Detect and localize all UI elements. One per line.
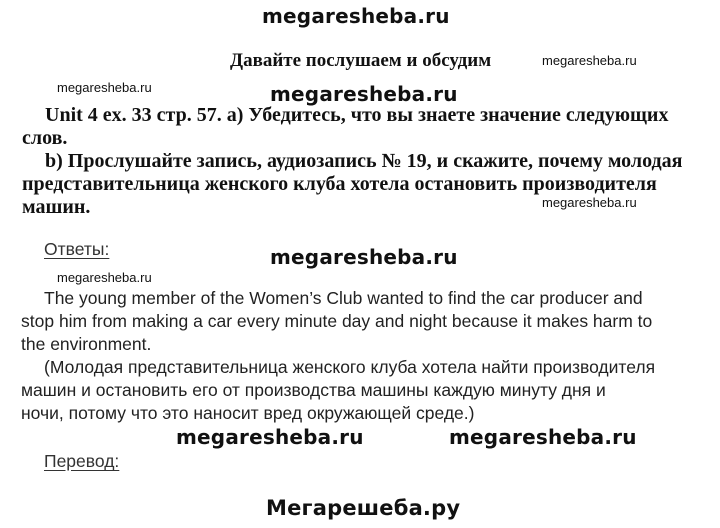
watermark-big: megaresheba.ru (270, 82, 458, 106)
watermark-small: megaresheba.ru (542, 195, 637, 210)
watermark-small: megaresheba.ru (57, 270, 152, 285)
footer-watermark: Мегарешеба.ру (266, 496, 461, 520)
answer-line: машин и остановить его от производства машины каждую минуту дня и (21, 380, 606, 400)
answer-line: stop him from making a car every minute day and night because it makes harm to (21, 311, 653, 331)
watermark-top: megaresheba.ru (262, 4, 450, 28)
answer-line: the environment. (21, 334, 152, 354)
answer-line: (Молодая представительница женского клуба хотела найти производителя (44, 357, 656, 377)
watermark-big: megaresheba.ru (270, 245, 458, 269)
answer-line: The young member of the Women’s Club wanted to find the car producer and (44, 288, 643, 308)
task-line: слов. (22, 127, 68, 149)
answers-label: Ответы: (44, 239, 110, 259)
watermark-small: megaresheba.ru (57, 80, 152, 95)
task-line: Unit 4 ex. 33 стр. 57. а) Убедитесь, что вы знаете значение следующих (45, 104, 669, 126)
task-line: b) Прослушайте запись, аудиозапись № 19, и скажите, почему молодая (45, 150, 683, 172)
task-line: представительница женского клуба хотела остановить производителя (22, 173, 657, 195)
translation-label: Перевод: (44, 451, 120, 471)
watermark-big: megaresheba.ru (176, 425, 364, 449)
watermark-small: megaresheba.ru (542, 53, 637, 68)
section-title: Давайте послушаем и обсудим (230, 50, 492, 71)
watermark-big: megaresheba.ru (449, 425, 637, 449)
answer-line: ночи, потому что это наносит вред окружающей среде.) (21, 403, 475, 423)
task-line: машин. (22, 196, 91, 218)
